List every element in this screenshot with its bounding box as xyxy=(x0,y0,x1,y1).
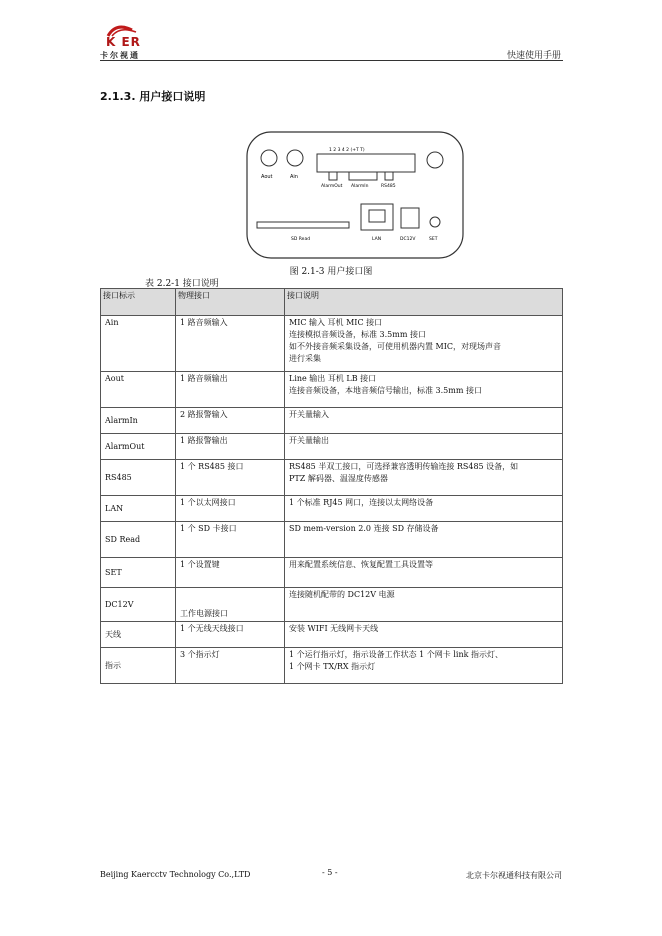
desc-line: SD mem-version 2.0 连接 SD 存储设备 xyxy=(289,524,439,533)
cell-interface-desc xyxy=(285,522,563,558)
cell-interface-desc xyxy=(285,316,563,372)
label-lan: LAN xyxy=(372,237,382,242)
header-interface-desc: 接口说明 xyxy=(285,289,563,316)
footer-page-number: - 5 - xyxy=(322,868,338,877)
header-interface-id: 接口标示 xyxy=(101,289,176,316)
cell-physical-interface: 1 个以太网接口 xyxy=(176,496,285,522)
desc-line: 用来配置系统信息、恢复配置工具设置等 xyxy=(289,560,433,569)
cell-interface-id: DC12V xyxy=(101,588,176,622)
label-set: SET xyxy=(429,237,438,242)
sd-slot xyxy=(257,222,349,228)
table-caption: 表 2.2-1 接口说明 xyxy=(145,279,219,289)
cell-interface-id: SD Read xyxy=(101,522,176,558)
desc-line: 进行采集 xyxy=(289,354,321,363)
table-row xyxy=(101,434,563,460)
cell-physical-interface: 3 个指示灯 xyxy=(176,648,285,684)
cell-interface-desc xyxy=(285,408,563,434)
cell-physical-interface: 1 路音频输入 xyxy=(176,316,285,372)
cell-interface-id: Ain xyxy=(101,316,176,372)
desc-line: Line 输出 耳机 LB 接口 xyxy=(289,374,377,383)
table-row xyxy=(101,408,563,434)
cell-interface-desc xyxy=(285,460,563,496)
antenna-connector-icon xyxy=(427,152,443,168)
desc-line: PTZ 解码器、温湿度传感器 xyxy=(289,474,388,483)
desc-line: 1 个标准 RJ45 网口，连接以太网络设备 xyxy=(289,498,434,507)
cell-interface-desc xyxy=(285,496,563,522)
company-logo xyxy=(100,24,170,60)
footer-company-en: Beijing Kaercctv Technology Co.,LTD xyxy=(100,870,251,879)
desc-line: 如不外接音频采集设备，可使用机器内置 MIC，对现场声音 xyxy=(289,342,502,351)
label-alarmout: AlarmOut xyxy=(321,184,343,189)
table-row xyxy=(101,622,563,648)
table-row xyxy=(101,496,563,522)
label-aout: Aout xyxy=(261,174,273,180)
cell-interface-id: Aout xyxy=(101,372,176,408)
ain-jack-icon xyxy=(287,150,303,166)
cell-interface-desc xyxy=(285,558,563,588)
table-row xyxy=(101,522,563,558)
label-rs485: RS485 xyxy=(381,184,396,189)
desc-line: RS485 半双工接口，可选择兼容透明传输连接 RS485 设备，如 xyxy=(289,462,519,471)
section-heading: 2.1.3. 用户接口说明 xyxy=(100,90,206,103)
label-sd-read: SD Read xyxy=(291,237,311,242)
cell-physical-interface: 1 个 RS485 接口 xyxy=(176,460,285,496)
interface-table xyxy=(100,288,563,684)
cell-physical-interface: 2 路报警输入 xyxy=(176,408,285,434)
cell-interface-id: 天线 xyxy=(101,622,176,648)
cell-interface-id: LAN xyxy=(101,496,176,522)
cell-physical-interface: 1 个无线天线接口 xyxy=(176,622,285,648)
logo-brand-cn: 卡尔视通 xyxy=(100,51,140,60)
cell-interface-desc xyxy=(285,648,563,684)
figure-caption: 图 2.1-3 用户接口图 xyxy=(289,267,373,277)
cell-physical-interface: 1 路报警输出 xyxy=(176,434,285,460)
cell-interface-id: 指示 xyxy=(101,648,176,684)
cell-interface-id: AlarmOut xyxy=(101,434,176,460)
desc-line: 1 个运行指示灯，指示设备工作状态 1 个网卡 link 指示灯、 xyxy=(289,650,504,659)
cell-interface-desc xyxy=(285,372,563,408)
desc-line: 1 个网卡 TX/RX 指示灯 xyxy=(289,662,376,671)
cell-physical-interface: 1 个 SD 卡接口 xyxy=(176,522,285,558)
table-row xyxy=(101,372,563,408)
interface-panel-drawing xyxy=(245,130,465,262)
desc-line: 连接随机配带的 DC12V 电源 xyxy=(289,590,395,599)
dc12v-port-icon xyxy=(401,208,419,228)
set-button-icon xyxy=(430,217,440,227)
desc-line: 开关量输出 xyxy=(289,436,329,445)
logo-brand-text: K ER xyxy=(106,35,141,49)
desc-line: 安装 WIFI 无线网卡天线 xyxy=(289,624,379,633)
label-alarmin: AlarmIn xyxy=(351,184,369,189)
cell-physical-interface: 1 个设置键 xyxy=(176,558,285,588)
cell-interface-id: RS485 xyxy=(101,460,176,496)
table-row xyxy=(101,316,563,372)
table-row xyxy=(101,588,563,622)
aout-jack-icon xyxy=(261,150,277,166)
footer-company-cn: 北京卡尔视通科技有限公司 xyxy=(466,871,562,880)
label-ain: Ain xyxy=(290,174,298,180)
pin-labels: 1 2 3 4 2 (+T T) xyxy=(329,148,365,153)
document-title: 快速使用手册 xyxy=(506,51,561,61)
cell-interface-id: SET xyxy=(101,558,176,588)
desc-line: 开关量输入 xyxy=(289,410,329,419)
header-physical-interface: 物理接口 xyxy=(176,289,285,316)
cell-interface-id: AlarmIn xyxy=(101,408,176,434)
cell-interface-desc xyxy=(285,588,563,622)
label-dc12v: DC12V xyxy=(400,237,416,242)
desc-line: 连接模拟音频设备，标准 3.5mm 接口 xyxy=(289,330,426,339)
cell-interface-desc xyxy=(285,434,563,460)
table-row xyxy=(101,558,563,588)
user-interface-diagram xyxy=(245,130,465,262)
cell-physical-interface: 工作电源接口 xyxy=(176,588,285,622)
desc-line: 连接音频设备，本地音频信号输出，标准 3.5mm 接口 xyxy=(289,386,482,395)
desc-line: MIC 输入 耳机 MIC 接口 xyxy=(289,318,383,327)
table-header-row xyxy=(101,289,563,316)
table-row xyxy=(101,648,563,684)
table-row xyxy=(101,460,563,496)
cell-interface-desc xyxy=(285,622,563,648)
terminal-block xyxy=(317,154,415,172)
page-header xyxy=(100,24,563,61)
cell-physical-interface: 1 路音频输出 xyxy=(176,372,285,408)
